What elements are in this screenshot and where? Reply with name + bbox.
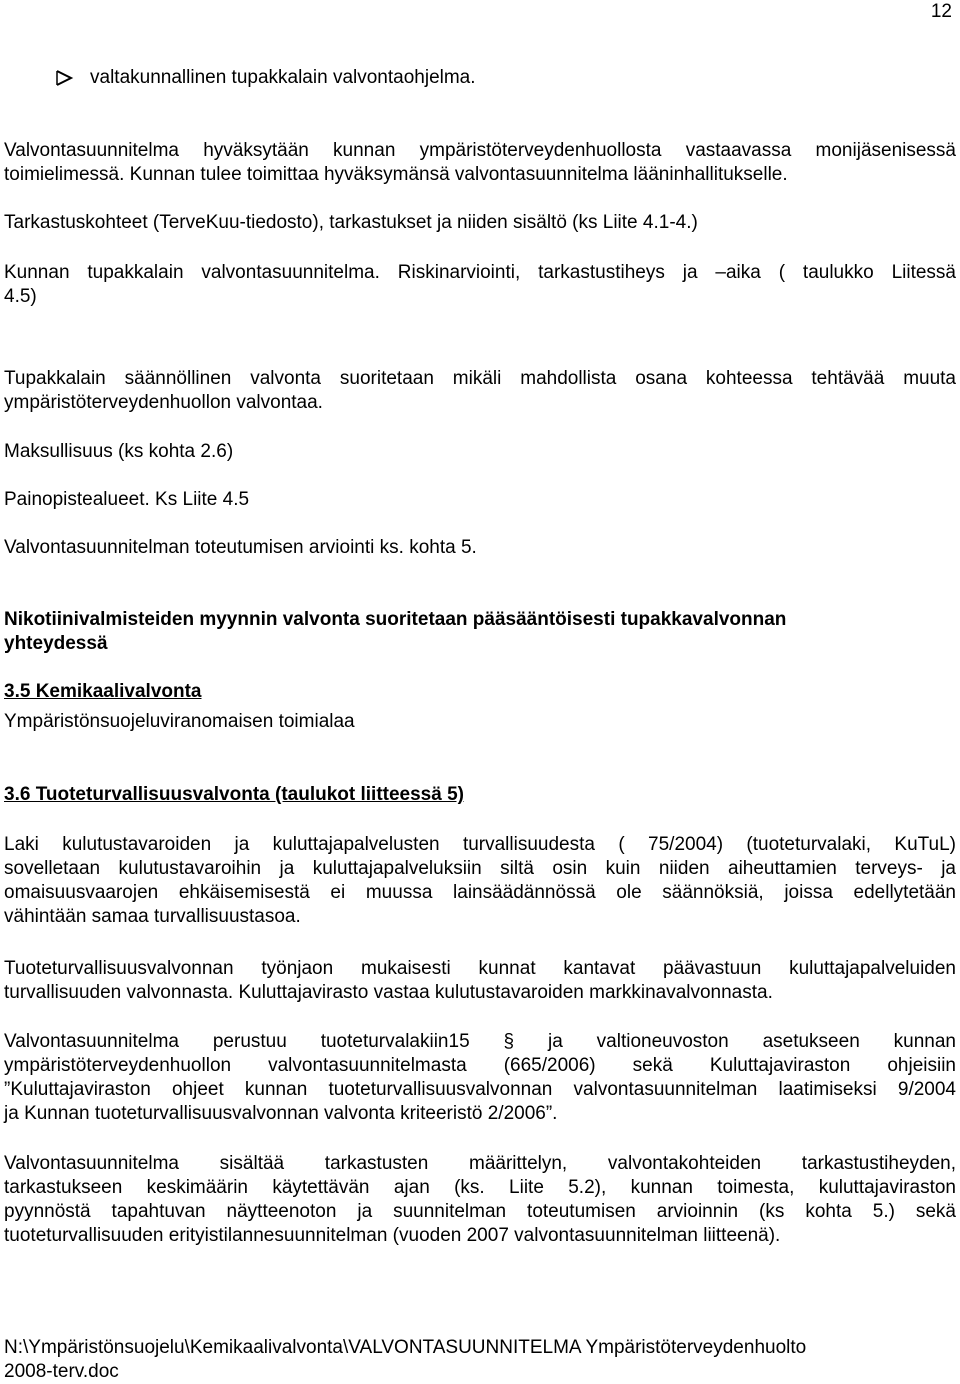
paragraph-tobacco-control-line-1: Tupakkalain säännöllinen valvonta suoritetaan mikäli mahdollista osana kohteessa tehtävää muuta — [4, 368, 956, 389]
paragraph-law-line-2: sovelletaan kulutustavaroihin ja kuluttajapalveluksiin siltä osin kuin niiden aiheuttamien terveys- ja — [4, 858, 956, 879]
paragraph-tobacco-plan-line-2: 4.5) — [4, 286, 37, 307]
paragraph-basis-line-2: ympäristöterveydenhuollon valvontasuunnitelmasta (665/2006) sekä Kuluttajaviraston ohjeisiin — [4, 1055, 956, 1076]
paragraph-tobacco-plan-line-1: Kunnan tupakkalain valvontasuunnitelma. Riskinarviointi, tarkastustiheys ja –aika ( taulukko Liitessä — [4, 262, 956, 283]
paragraph-division-line-2: turvallisuuden valvonnasta. Kuluttajavirasto vastaa kulutustavaroiden markkinavalvonnasta. — [4, 982, 773, 1003]
paragraph-focus-areas: Painopistealueet. Ks Liite 4.5 — [4, 489, 250, 510]
paragraph-contents-line-2: tarkastukseen keskimäärin käytettävän ajan (ks. Liite 5.2), kunnan toimesta, kuluttajaviraston — [4, 1177, 956, 1198]
bullet-item-text: valtakunnallinen tupakkalain valvontaohjelma. — [90, 67, 476, 88]
arrow-bullet-icon — [54, 66, 76, 90]
paragraph-contents-line-4: tuoteturvallisuuden erityistilannesuunnitelman (vuoden 2007 valvontasuunnitelman liitteenä). — [4, 1225, 781, 1246]
paragraph-law-line-4: vähintään samaa turvallisuustasoa. — [4, 906, 301, 927]
paragraph-basis-line-3: ”Kuluttajaviraston ohjeet kunnan tuoteturvallisuusvalvonnan valvontasuunnitelman laatimiseksi 9/2004 — [4, 1079, 956, 1100]
paragraph-division-line-1: Tuoteturvallisuusvalvonnan työnjaon mukaisesti kunnat kantavat päävastuun kuluttajapalveluiden — [4, 958, 956, 979]
paragraph-approval-line-1: Valvontasuunnitelma hyväksytään kunnan ympäristöterveydenhuollosta vastaavassa monijäsenisessä — [4, 140, 956, 161]
paragraph-basis-line-1: Valvontasuunnitelma perustuu tuoteturvalakiin15 § ja valtioneuvoston asetukseen kunnan — [4, 1031, 956, 1052]
paragraph-tobacco-control-line-2: ympäristöterveydenhuollon valvontaa. — [4, 392, 323, 413]
page-number: 12 — [930, 1, 952, 22]
bold-nicotine-line-1: Nikotiinivalmisteiden myynnin valvonta suoritetaan pääsääntöisesti tupakkavalvonnan — [4, 609, 787, 630]
paragraph-contents-line-3: pyynnöstä tapahtuvan näytteenoton ja suunnitelman toteutumisen arvioinnin (ks kohta 5.) sekä — [4, 1201, 956, 1222]
paragraph-basis-line-4: ja Kunnan tuoteturvallisuusvalvonnan valvonta kriteeristö 2/2006”. — [4, 1103, 558, 1124]
paragraph-approval-line-2: toimielimessä. Kunnan tulee toimittaa hyväksymänsä valvontasuunnitelma lääninhallitukselle. — [4, 164, 788, 185]
paragraph-law-line-3: omaisuusvaarojen ehkäisemisestä ei muussa lainsäädännössä ole säännöksiä, joissa edellytetään — [4, 882, 956, 903]
footer-file-path-line-1: N:\Ympäristönsuojelu\Kemikaalivalvonta\VALVONTASUUNNITELMA Ympäristöterveydenhuolto — [4, 1337, 807, 1358]
footer-file-path-line-2: 2008-terv.doc — [4, 1361, 119, 1382]
paragraph-fees: Maksullisuus (ks kohta 2.6) — [4, 441, 234, 462]
paragraph-evaluation: Valvontasuunnitelman toteutumisen arviointi ks. kohta 5. — [4, 537, 477, 558]
paragraph-law-line-1: Laki kulutustavaroiden ja kuluttajapalvelusten turvallisuudesta ( 75/2004) (tuoteturvalaki, KuTuL) — [4, 834, 956, 855]
section-heading-3-5: 3.5 Kemikaalivalvonta — [4, 681, 202, 702]
paragraph-environment-authority: Ympäristönsuojeluviranomaisen toimialaa — [4, 711, 355, 732]
paragraph-contents-line-1: Valvontasuunnitelma sisältää tarkastusten määrittelyn, valvontakohteiden tarkastustiheyden, — [4, 1153, 956, 1174]
section-heading-3-6: 3.6 Tuoteturvallisuusvalvonta (taulukot liitteessä 5) — [4, 784, 464, 805]
bold-nicotine-line-2: yhteydessä — [4, 633, 108, 654]
paragraph-inspection-targets: Tarkastuskohteet (TerveKuu-tiedosto), tarkastukset ja niiden sisältö (ks Liite 4.1-4.) — [4, 212, 698, 233]
